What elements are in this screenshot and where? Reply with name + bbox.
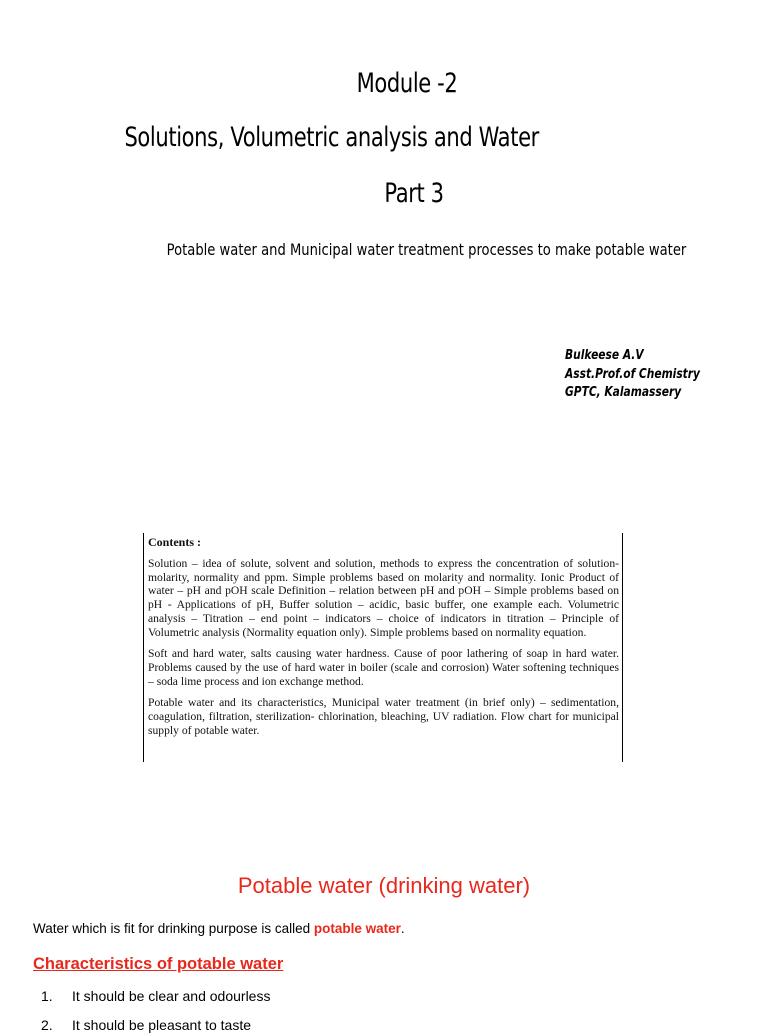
list-item bbox=[41, 988, 270, 1004]
topic-line: Potable water and Municipal water treatment processes to make potable water bbox=[166, 240, 687, 259]
list-text: It should be pleasant to taste bbox=[72, 1017, 252, 1033]
module-subtitle: Solutions, Volumetric analysis and Water bbox=[124, 122, 540, 153]
intro-suffix: . bbox=[400, 921, 405, 936]
part-title: Part 3 bbox=[384, 178, 444, 209]
author-institution: GPTC, Kalamassery bbox=[565, 385, 682, 400]
section-title: Potable water (drinking water) bbox=[237, 873, 531, 898]
author-block bbox=[565, 347, 730, 403]
list-item bbox=[41, 1017, 251, 1033]
contents-paragraph: Soft and hard water, salts causing water hardness. Cause of poor lathering of soap in hard water. Problems caused by the use of hard water in boiler (scale and corrosion) Water softening techniques – soda lime process and ion exchange method. bbox=[148, 647, 619, 688]
characteristics-heading: Characteristics of potable water bbox=[33, 955, 284, 973]
list-number: 2. bbox=[41, 1017, 53, 1033]
list-number: 1. bbox=[41, 988, 53, 1004]
intro-text: Water which is fit for drinking purpose is called bbox=[33, 921, 314, 936]
author-name: Bulkeese A.V bbox=[565, 348, 644, 363]
intro-line bbox=[33, 921, 405, 936]
contents-heading: Contents : bbox=[148, 535, 201, 549]
module-title: Module -2 bbox=[357, 68, 458, 99]
contents-box bbox=[143, 533, 623, 762]
contents-paragraph: Solution – idea of solute, solvent and solution, methods to express the concentration of solution- molarity, normality and ppm. Simple problems based on molarity and normality. Ionic Product of water – pH and pOH scale Definition – relation between pH and pOH – Simple problems based on pH - Applications of pH, Buffer solution – acidic, basic buffer, one example each. Volumetric analysis – Titration – end point – indicators – choice of indicators in titration – Principle of Volumetric analysis (Normality equation only). Simple problems based on normality equation. bbox=[148, 557, 619, 639]
author-designation: Asst.Prof.of Chemistry bbox=[565, 366, 700, 382]
list-text: It should be clear and odourless bbox=[72, 988, 271, 1004]
intro-highlight: potable water bbox=[313, 921, 401, 936]
contents-paragraph: Potable water and its characteristics, Municipal water treatment (in brief only) – sedimentation, coagulation, filtration, sterilization- chlorination, bleaching, UV radiation. Flow chart for municipal supply of potable water. bbox=[148, 696, 619, 737]
